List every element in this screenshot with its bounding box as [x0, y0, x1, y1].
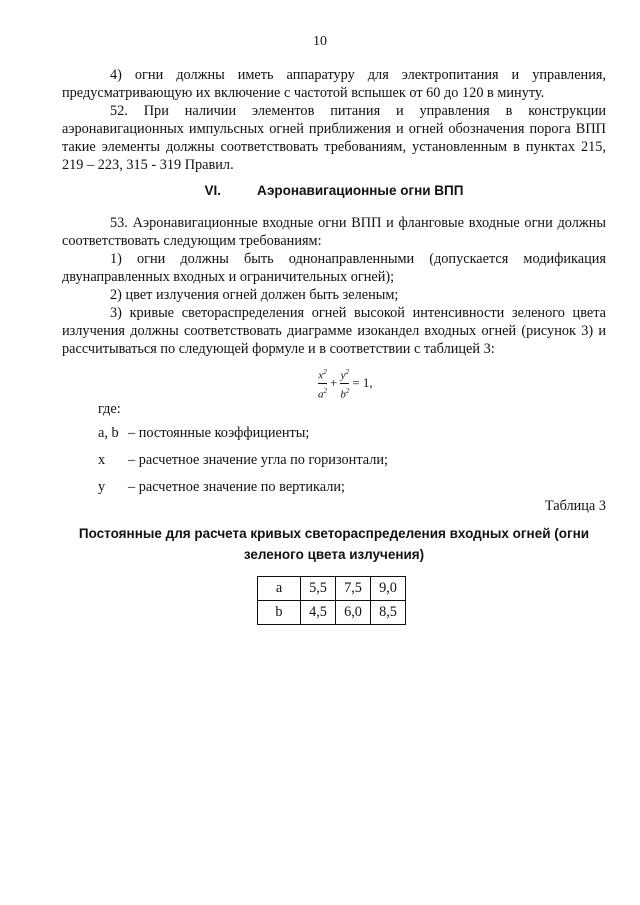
formula-term-y: $\frac{y^2}{b^2}$ [340, 368, 350, 401]
definition-row [98, 452, 388, 469]
table-cell: 6,0 [336, 601, 371, 625]
table-cell: 7,5 [336, 577, 371, 601]
table-cell: 8,5 [371, 601, 406, 625]
requirement-1: 1) огни должны быть однонаправленными (допускается модификация двунаправленных входных и ограничительных огней); [62, 251, 606, 285]
definition-text: – расчетное значение по вертикали; [128, 479, 345, 495]
table-cell: 9,0 [371, 577, 406, 601]
paragraph-item-4: 4) огни должны иметь аппаратуру для электропитания и управления, предусматривающую их включение с частотой вспышек от 60 до 120 в минуту. [62, 67, 606, 101]
definition-symbol: x [98, 452, 106, 468]
table-cell: b [258, 601, 301, 625]
requirement-2: 2) цвет излучения огней должен быть зеленым; [110, 287, 399, 303]
section-title: Аэронавигационные огни ВПП [257, 183, 464, 198]
section-heading [62, 183, 606, 198]
paragraph-item-53: 53. Аэронавигационные входные огни ВПП и фланговые входные огни должны соответствовать следующим требованиям: [62, 215, 606, 249]
ellipse-formula [318, 366, 373, 400]
table-title: Постоянные для расчета кривых светораспределения входных огней (огни зеленого цвета излучения) [78, 526, 590, 562]
definition-symbol: y [98, 479, 106, 495]
table-row [258, 577, 406, 601]
table-cell: 5,5 [301, 577, 336, 601]
requirement-3: 3) кривые светораспределения огней высокой интенсивности зеленого цвета излучения должны соответствовать диаграмме изокандел входных огней (рисунок 3) и рассчитываться по следующей формуле и в соответствии с таблицей 3: [62, 305, 606, 357]
table-cell: 4,5 [301, 601, 336, 625]
definition-symbol: a, b [98, 425, 119, 441]
definition-row [98, 479, 345, 496]
formula-plus: + [330, 375, 338, 391]
table-row [258, 601, 406, 625]
definition-text: – постоянные коэффициенты; [128, 425, 310, 441]
page-number: 10 [313, 34, 327, 49]
formula-rhs: = 1, [352, 375, 373, 391]
table-label: Таблица 3 [544, 498, 606, 514]
definition-text: – расчетное значение угла по горизонтали; [128, 452, 388, 468]
table-cell: a [258, 577, 301, 601]
definition-row [98, 425, 309, 442]
section-number: VI. [204, 183, 222, 198]
paragraph-item-52: 52. При наличии элементов питания и управления в конструкции аэронавигационных импульсных огней приближения и огней обозначения порога ВПП такие элементы должны соответствовать требованиям, установленным в пунктах 215, 219 – 223, 315 - 319 Правил. [62, 103, 606, 173]
where-label: где: [98, 401, 121, 417]
constants-table [257, 576, 406, 625]
formula-term-x: $\frac{x^2}{a^2}$ [318, 368, 327, 401]
